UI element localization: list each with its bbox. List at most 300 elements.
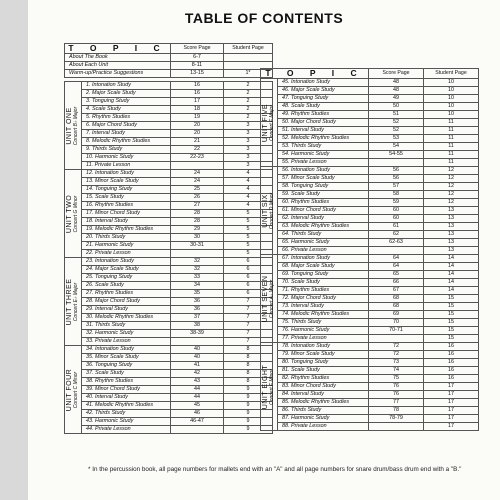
student-page-cell: 12 — [424, 183, 479, 191]
student-page-cell: 10 — [424, 111, 479, 119]
student-page-cell: 15 — [424, 311, 479, 319]
student-page-cell: 6 — [224, 290, 273, 298]
student-page-cell: 15 — [424, 335, 479, 343]
score-page-cell: 20 — [171, 130, 224, 138]
student-page-cell: 11 — [424, 127, 479, 135]
table-row — [261, 295, 479, 303]
topic-cell: 35. Minor Scale Study — [82, 354, 171, 362]
unit-name: UNIT EIGHT — [262, 364, 269, 409]
student-page-cell: 13 — [424, 215, 479, 223]
score-page-cell: 27 — [171, 202, 224, 210]
table-row — [261, 399, 479, 407]
student-page-cell: 8 — [224, 378, 273, 386]
table-row — [261, 191, 479, 199]
unit-key: Concert C Minor — [73, 371, 79, 408]
score-page-cell: 24 — [171, 170, 224, 178]
topic-cell: 47. Tonguing Study — [278, 95, 369, 103]
student-page-cell: 4 — [224, 202, 273, 210]
unit-label — [65, 346, 82, 434]
unit-label-text — [66, 106, 80, 144]
topic-cell: 33. Private Lesson — [82, 338, 171, 346]
score-page-cell: 72 — [369, 351, 424, 359]
score-page-cell: 42 — [171, 370, 224, 378]
score-page-cell: 76 — [369, 383, 424, 391]
unit-label-text — [262, 103, 276, 141]
table-row — [65, 162, 273, 170]
score-page-cell: 37 — [171, 314, 224, 322]
unit-label — [65, 170, 82, 258]
topic-cell: 59. Scale Study — [278, 191, 369, 199]
topic-cell: 49. Rhythm Studies — [278, 111, 369, 119]
table-row — [261, 199, 479, 207]
student-page-header: Student Page — [224, 44, 273, 54]
score-page-cell: 36 — [171, 306, 224, 314]
topic-cell: 20. Thirds Study — [82, 234, 171, 242]
score-page-cell: 50 — [369, 103, 424, 111]
unit-name: UNIT FIVE — [262, 103, 269, 142]
student-page-cell: 9 — [224, 410, 273, 418]
topic-cell: 72. Major Chord Study — [278, 295, 369, 303]
student-page-cell: 16 — [424, 351, 479, 359]
student-page-cell: 13 — [424, 207, 479, 215]
table-row — [65, 138, 273, 146]
score-page-cell — [369, 335, 424, 343]
topic-cell: 52. Melodic Rhythm Studies — [278, 135, 369, 143]
topic-cell: 19. Melodic Rhythm Studies — [82, 226, 171, 234]
table-row — [65, 170, 273, 178]
score-page-cell: 43 — [171, 378, 224, 386]
topic-cell: 31. Thirds Study — [82, 322, 171, 330]
student-page-cell: 17 — [424, 423, 479, 431]
table-row — [261, 127, 479, 135]
student-page-cell: 3 — [224, 138, 273, 146]
student-page-cell: 7 — [224, 338, 273, 346]
score-page-cell: 61 — [369, 223, 424, 231]
topic-cell: 5. Rhythm Studies — [82, 114, 171, 122]
topic-cell: 68. Major Scale Study — [278, 263, 369, 271]
score-page-cell: 25 — [171, 186, 224, 194]
table-row — [261, 167, 479, 175]
score-page-cell: 62-63 — [369, 239, 424, 247]
score-page-cell: 46-47 — [171, 418, 224, 426]
table-row — [65, 154, 273, 162]
student-page-cell — [224, 54, 273, 62]
unit-label — [65, 82, 82, 170]
student-page-cell: 17 — [424, 383, 479, 391]
contents-page — [28, 0, 500, 500]
table-row — [65, 234, 273, 242]
student-page-cell: 6 — [224, 274, 273, 282]
unit-label — [261, 255, 278, 343]
table-row — [65, 314, 273, 322]
student-page-cell: 15 — [424, 295, 479, 303]
topic-cell: 18. Interval Study — [82, 218, 171, 226]
topic-cell: 78. Intonation Study — [278, 343, 369, 351]
student-page-cell: 7 — [224, 306, 273, 314]
table-row — [261, 239, 479, 247]
table-row — [261, 159, 479, 167]
unit-name: UNIT FOUR — [66, 368, 73, 411]
topic-cell: 46. Major Scale Study — [278, 87, 369, 95]
topic-cell: 38. Rhythm Studies — [82, 378, 171, 386]
student-page-cell: 9 — [224, 386, 273, 394]
table-row — [261, 375, 479, 383]
student-page-cell: 5 — [224, 226, 273, 234]
table-row — [261, 367, 479, 375]
score-page-cell: 40 — [171, 354, 224, 362]
student-page-cell: 7 — [224, 330, 273, 338]
student-page-cell: 4 — [224, 186, 273, 194]
score-page-cell: 72 — [369, 343, 424, 351]
student-page-cell: 9 — [224, 394, 273, 402]
student-page-cell: 16 — [424, 343, 479, 351]
topic-cell: 45. Intonation Study — [278, 79, 369, 87]
student-page-cell: 3 — [224, 154, 273, 162]
topic-cell: 53. Thirds Study — [278, 143, 369, 151]
unit-name: UNIT ONE — [66, 106, 73, 145]
student-page-cell: 2 — [224, 82, 273, 90]
score-page-cell: 44 — [171, 394, 224, 402]
topic-cell: 42. Thirds Study — [82, 410, 171, 418]
unit-label — [261, 343, 278, 431]
table-row — [65, 210, 273, 218]
student-page-cell: 12 — [424, 175, 479, 183]
table-row — [261, 303, 479, 311]
topic-cell: 13. Minor Scale Study — [82, 178, 171, 186]
topic-cell: 41. Melodic Rhythm Studies — [82, 402, 171, 410]
score-page-cell: 62 — [369, 231, 424, 239]
student-page-cell: 5 — [224, 242, 273, 250]
student-page-cell: 14 — [424, 279, 479, 287]
table-row — [261, 143, 479, 151]
student-page-cell: 16 — [424, 367, 479, 375]
score-page-cell: 16 — [171, 82, 224, 90]
table-row — [65, 98, 273, 106]
student-page-cell: 10 — [424, 95, 479, 103]
unit-label-text — [262, 364, 276, 409]
table-row — [65, 186, 273, 194]
table-row — [65, 178, 273, 186]
table-row — [261, 151, 479, 159]
student-page-cell: 13 — [424, 239, 479, 247]
topic-cell: 4. Scale Study — [82, 106, 171, 114]
table-row — [65, 394, 273, 402]
topic-cell: 12. Intonation Study — [82, 170, 171, 178]
score-page-cell: 28 — [171, 210, 224, 218]
topic-cell: 14. Tonguing Study — [82, 186, 171, 194]
topic-header: T O P I C — [261, 69, 369, 79]
table-row — [65, 418, 273, 426]
student-page-cell: 5 — [224, 218, 273, 226]
table-row — [65, 346, 273, 354]
table-row — [261, 135, 479, 143]
student-page-cell: 11 — [424, 135, 479, 143]
topic-cell: 8. Melodic Rhythm Studies — [82, 138, 171, 146]
student-page-cell: 13 — [424, 231, 479, 239]
topic-cell: 50. Major Chord Study — [278, 119, 369, 127]
topic-cell: 70. Scale Study — [278, 279, 369, 287]
score-page-cell: 45 — [171, 402, 224, 410]
score-page-cell: 57 — [369, 183, 424, 191]
table-row — [261, 87, 479, 95]
table-row — [261, 231, 479, 239]
topic-cell: 62. Interval Study — [278, 215, 369, 223]
unit-label-text — [262, 192, 276, 228]
score-page-cell: 56 — [369, 167, 424, 175]
topic-cell: 37. Scale Study — [82, 370, 171, 378]
topic-cell: 58. Tonguing Study — [278, 183, 369, 191]
table-row — [65, 282, 273, 290]
score-page-cell: 29 — [171, 226, 224, 234]
student-page-cell: 6 — [224, 282, 273, 290]
student-page-cell: 6 — [224, 266, 273, 274]
topic-cell: 21. Harmonic Study — [82, 242, 171, 250]
topic-header: T O P I C — [65, 44, 171, 54]
student-page-cell: 10 — [424, 103, 479, 111]
table-row — [261, 79, 479, 87]
table-row — [261, 111, 479, 119]
table-row — [261, 183, 479, 191]
topic-cell: 22. Private Lesson — [82, 250, 171, 258]
topic-cell: 23. Intonation Study — [82, 258, 171, 266]
score-page-cell: 41 — [171, 362, 224, 370]
student-page-cell: 11 — [424, 159, 479, 167]
student-page-cell: 12 — [424, 167, 479, 175]
topic-cell: 79. Minor Scale Study — [278, 351, 369, 359]
topic-cell: 76. Harmonic Study — [278, 327, 369, 335]
table-row — [65, 322, 273, 330]
score-page-cell: 60 — [369, 215, 424, 223]
table-row — [65, 242, 273, 250]
topic-cell: 67. Intonation Study — [278, 255, 369, 263]
topic-cell: 36. Tonguing Study — [82, 362, 171, 370]
unit-name: UNIT THREE — [66, 278, 73, 325]
topic-cell: 74. Melodic Rhythm Studies — [278, 311, 369, 319]
student-page-cell: 2 — [224, 106, 273, 114]
topic-cell: 11. Private Lesson — [82, 162, 171, 170]
topic-cell: 6. Major Chord Study — [82, 122, 171, 130]
table-row — [261, 415, 479, 423]
table-row — [65, 370, 273, 378]
student-page-cell: 7 — [224, 314, 273, 322]
score-page-cell: 64 — [369, 255, 424, 263]
score-page-cell: 33 — [171, 274, 224, 282]
topic-cell: 86. Thirds Study — [278, 407, 369, 415]
topic-cell: 16. Rhythm Studies — [82, 202, 171, 210]
score-page-cell: 22 — [171, 146, 224, 154]
table-row — [261, 383, 479, 391]
unit-key: Concert E♭ Major — [73, 282, 79, 321]
unit-key: Concert F Minor — [269, 368, 275, 405]
topic-cell: 64. Thirds Study — [278, 231, 369, 239]
student-page-cell: 14 — [424, 263, 479, 271]
topic-cell: 56. Intonation Study — [278, 167, 369, 175]
score-page-cell: 49 — [369, 95, 424, 103]
topic-cell: 73. Interval Study — [278, 303, 369, 311]
topic-cell: 40. Interval Study — [82, 394, 171, 402]
table-row — [65, 338, 273, 346]
table-row — [65, 122, 273, 130]
score-page-cell: 58 — [369, 191, 424, 199]
table-row — [261, 271, 479, 279]
student-page-cell: 17 — [424, 407, 479, 415]
score-page-cell: 13-15 — [171, 70, 224, 78]
table-row — [65, 226, 273, 234]
topic-cell: 26. Scale Study — [82, 282, 171, 290]
score-page-cell: 69 — [369, 311, 424, 319]
table-row — [65, 290, 273, 298]
topic-cell: 32. Harmonic Study — [82, 330, 171, 338]
student-page-cell: 4 — [224, 194, 273, 202]
score-page-cell: 19 — [171, 114, 224, 122]
topic-cell: 44. Private Lesson — [82, 426, 171, 434]
unit-label-text — [66, 278, 80, 325]
score-page-cell: 34 — [171, 282, 224, 290]
topic-cell: 55. Private Lesson — [278, 159, 369, 167]
score-page-cell: 64 — [369, 263, 424, 271]
table-row — [65, 298, 273, 306]
unit-key: Concert B♭ Major — [73, 106, 79, 145]
topic-cell: 84. Interval Study — [278, 391, 369, 399]
table-row — [261, 335, 479, 343]
student-page-cell: 5 — [224, 234, 273, 242]
score-page-cell: 77 — [369, 399, 424, 407]
page-title: TABLE OF CONTENTS — [184, 10, 344, 26]
table-row — [65, 330, 273, 338]
score-page-cell: 74 — [369, 367, 424, 375]
student-page-cell: 2 — [224, 90, 273, 98]
score-page-cell: 70-71 — [369, 327, 424, 335]
student-page-header: Student Page — [424, 69, 479, 79]
prelim-row — [65, 70, 273, 78]
score-page-cell: 44 — [171, 386, 224, 394]
score-page-cell: 51 — [369, 111, 424, 119]
student-page-cell: 12 — [424, 191, 479, 199]
student-page-cell: 5 — [224, 210, 273, 218]
score-page-cell — [171, 250, 224, 258]
unit-label — [261, 79, 278, 167]
score-page-cell — [369, 247, 424, 255]
score-page-cell: 66 — [369, 279, 424, 287]
footnote: * In the percussion book, all page numbers for mallets end with an "A" and all page numbers for snare drum/bass drum end with a "B." — [88, 466, 462, 473]
table-row — [65, 362, 273, 370]
table-row — [261, 423, 479, 431]
topic-cell: 7. Interval Study — [82, 130, 171, 138]
unit-label-text — [66, 194, 80, 232]
score-page-cell: 30 — [171, 234, 224, 242]
topic-cell: 39. Minor Chord Study — [82, 386, 171, 394]
score-page-cell: 18 — [171, 106, 224, 114]
table-row — [65, 130, 273, 138]
student-page-cell: 2 — [224, 114, 273, 122]
score-page-cell: 6-7 — [171, 54, 224, 62]
student-page-cell: 9 — [224, 418, 273, 426]
student-page-cell: 15 — [424, 319, 479, 327]
student-page-cell: 10 — [424, 87, 479, 95]
student-page-cell: 7 — [224, 298, 273, 306]
topic-cell: 80. Tonguing Study — [278, 359, 369, 367]
topic-cell: 54. Harmonic Study — [278, 151, 369, 159]
topic-cell: 83. Minor Chord Study — [278, 383, 369, 391]
topic-cell: 85. Melodic Rhythm Studies — [278, 399, 369, 407]
score-page-cell: 36 — [171, 298, 224, 306]
topic-cell: 30. Melodic Rhythm Studies — [82, 314, 171, 322]
score-page-cell: 73 — [369, 359, 424, 367]
score-page-cell — [171, 426, 224, 434]
student-page-cell: 4 — [224, 170, 273, 178]
header-row — [261, 69, 479, 79]
score-page-cell: 68 — [369, 295, 424, 303]
student-page-cell: 8 — [224, 354, 273, 362]
header-row — [65, 44, 273, 54]
table-row — [65, 266, 273, 274]
unit-label-text — [66, 368, 80, 410]
table-row — [261, 255, 479, 263]
student-page-cell: 16 — [424, 375, 479, 383]
topic-cell: 29. Interval Study — [82, 306, 171, 314]
score-page-cell: 76 — [369, 391, 424, 399]
score-page-cell: 48 — [369, 87, 424, 95]
unit-label-text — [262, 275, 276, 322]
table-row — [261, 327, 479, 335]
prelim-row — [65, 62, 273, 70]
table-row — [65, 378, 273, 386]
table-row — [65, 258, 273, 266]
topic-cell: 10. Harmonic Study — [82, 154, 171, 162]
table-row — [65, 194, 273, 202]
score-page-cell: 22-23 — [171, 154, 224, 162]
score-page-cell: 46 — [171, 410, 224, 418]
table-row — [261, 343, 479, 351]
student-page-cell: 3 — [224, 130, 273, 138]
topic-cell: 69. Tonguing Study — [278, 271, 369, 279]
student-page-cell: 17 — [424, 399, 479, 407]
table-row — [65, 90, 273, 98]
unit-key: Concert F Major — [269, 104, 275, 141]
topic-cell: 51. Interval Study — [278, 127, 369, 135]
score-page-cell: 54 — [369, 143, 424, 151]
table-row — [65, 402, 273, 410]
score-page-cell: 20 — [171, 122, 224, 130]
topic-cell: 60. Rhythm Studies — [278, 199, 369, 207]
student-page-cell: 13 — [424, 247, 479, 255]
student-page-cell: 13 — [424, 223, 479, 231]
unit-name: UNIT SIX — [262, 193, 269, 228]
topic-cell: 24. Major Scale Study — [82, 266, 171, 274]
student-page-cell: 3 — [224, 162, 273, 170]
student-page-cell: 11 — [424, 119, 479, 127]
topic-cell: 61. Minor Chord Study — [278, 207, 369, 215]
table-row — [261, 407, 479, 415]
score-page-cell: 60 — [369, 207, 424, 215]
topic-cell: 28. Major Chord Study — [82, 298, 171, 306]
score-page-cell: 65 — [369, 271, 424, 279]
topic-cell: 1. Intonation Study — [82, 82, 171, 90]
student-page-cell: 4 — [224, 178, 273, 186]
unit-key: Concert G Minor — [73, 195, 79, 232]
score-page-cell: 30-31 — [171, 242, 224, 250]
table-row — [65, 354, 273, 362]
topic-cell: About Each Unit — [65, 62, 171, 70]
score-page-cell: 16 — [171, 90, 224, 98]
table-row — [65, 114, 273, 122]
student-page-cell: 3 — [224, 146, 273, 154]
student-page-cell: 17 — [424, 391, 479, 399]
table-row — [261, 351, 479, 359]
topic-cell: 3. Tonguing Study — [82, 98, 171, 106]
topic-cell: 9. Thirds Study — [82, 146, 171, 154]
topic-cell: 81. Scale Study — [278, 367, 369, 375]
